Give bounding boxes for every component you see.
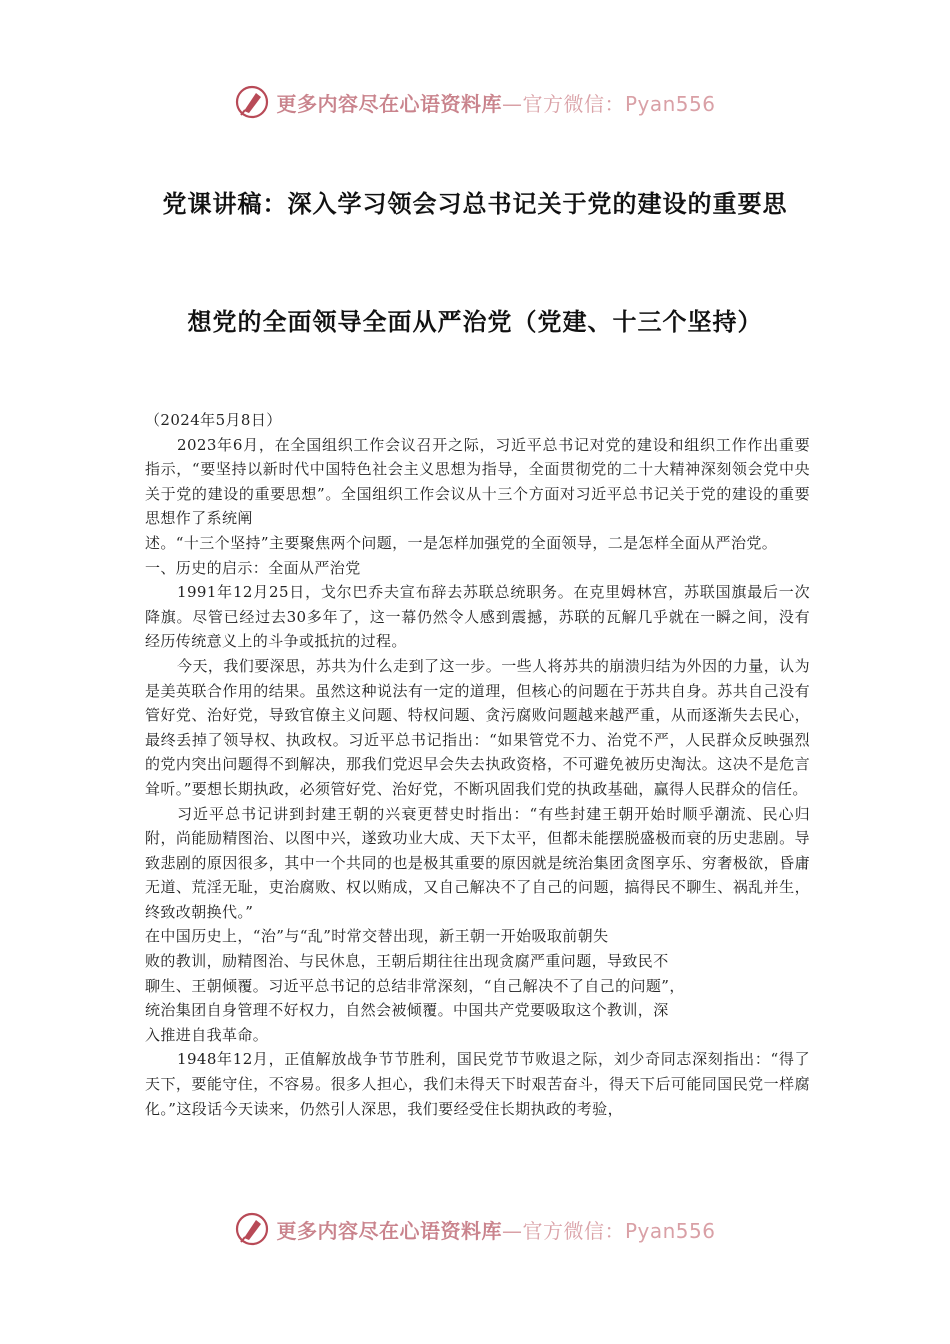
header-watermark-banner (0, 84, 950, 120)
watermark-text-main: 更多内容尽在心语资料库 (276, 91, 502, 116)
paragraph-line: 在中国历史上，“治”与“乱”时常交替出现，新王朝一开始吸取前朝失 (145, 927, 609, 946)
watermark-text-tail: 官方微信：Pyan556 (522, 91, 716, 116)
watermark-text-tail: 官方微信：Pyan556 (522, 1218, 716, 1243)
document-title-line-1: 党课讲稿：深入学习领会习总书记关于党的建设的重要思 (162, 190, 788, 218)
watermark-text-separator: — (501, 1218, 523, 1243)
paragraph-line: 败的教训，励精图治、与民休息，王朝后期往往出现贪腐严重问题，导致民不 (145, 952, 669, 971)
pen-nib-logo-icon (234, 1211, 270, 1247)
paragraph: 述。“十三个坚持”主要聚焦两个问题，一是怎样加强党的全面领导，二是怎样全面从严治党。 (145, 533, 778, 552)
watermark-text-main: 更多内容尽在心语资料库 (276, 1218, 502, 1243)
paragraph-line: 入推进自我革命。 (145, 1025, 269, 1044)
watermark-text (276, 88, 715, 117)
watermark-text (276, 1215, 715, 1244)
footer-watermark-banner (0, 1211, 950, 1247)
paragraph: 1991年12月25日，戈尔巴乔夫宣布辞去苏联总统职务。在克里姆林宫，苏联国旗最后一次降旗。尽管已经过去30多年了，这一幕仍然令人感到震撼，苏联的瓦解几乎就在一瞬之间，没有经历传统意义上的斗争或抵抗的过程。 (145, 583, 810, 651)
paragraph: 今天，我们要深思，苏共为什么走到了这一步。一些人将苏共的崩溃归结为外因的力量，认为是美英联合作用的结果。虽然这种说法有一定的道理，但核心的问题在于苏共自身。苏共自己没有管好党、治好党，导致官僚主义问题、特权问题、贪污腐败问题越来越严重，从而逐渐失去民心，最终丢掉了领导权、执政权。习近平总书记指出：“如果管党不力、治党不严，人民群众反映强烈的党内突出问题得不到解决，那我们党迟早会失去执政资格，不可避免被历史淘汰。这决不是危言耸听。”要想长期执政，必须管好党、治好党，不断巩固我们党的执政基础，赢得人民群众的信任。 (145, 656, 810, 798)
section-heading: 一、历史的启示：全面从严治党 (145, 558, 361, 577)
date-line: （2024年5月8日） (145, 411, 282, 429)
paragraph: 2023年6月，在全国组织工作会议召开之际，习近平总书记对党的建设和组织工作作出重要指示，“要坚持以新时代中国特色社会主义思想为指导，全面贯彻党的二十大精神深刻领会党中央关于党的建设的重要思想”。全国组织工作会议从十三个方面对习近平总书记关于党的建设的重要思想作了系统阐 (145, 435, 810, 528)
watermark-text-separator: — (501, 91, 523, 116)
paragraph: 1948年12月，正值解放战争节节胜利，国民党节节败退之际，刘少奇同志深刻指出：“得了天下，要能守住，不容易。很多人担心，我们未得天下时艰苦奋斗，得天下后可能同国民党一样腐化。”这段话今天读来，仍然引人深思，我们要经受住长期执政的考验， (145, 1050, 810, 1118)
paragraph: 习近平总书记讲到封建王朝的兴衰更替史时指出：“有些封建王朝开始时顺乎潮流、民心归附，尚能励精图治、以图中兴，遂致功业大成、天下太平，但都未能摆脱盛极而衰的历史悲剧。导致悲剧的原因很多，其中一个共同的也是极其重要的原因就是统治集团贪图享乐、穷奢极欲，昏庸无道、荒淫无耻，吏治腐败、权以贿成，又自己解决不了自己的问题，搞得民不聊生、祸乱并生，终致改朝换代。” (145, 804, 810, 921)
document-title-line-2: 想党的全面领导全面从严治党（党建、十三个坚持） (187, 308, 763, 336)
paragraph-line: 统治集团自身管理不好权力，自然会被倾覆。中国共产党要吸取这个教训，深 (145, 1001, 669, 1020)
pen-nib-logo-icon (234, 84, 270, 120)
paragraph-line: 聊生、王朝倾覆。习近平总书记的总结非常深刻，“自己解决不了自己的问题”， (145, 976, 685, 995)
document-body (145, 408, 810, 1121)
